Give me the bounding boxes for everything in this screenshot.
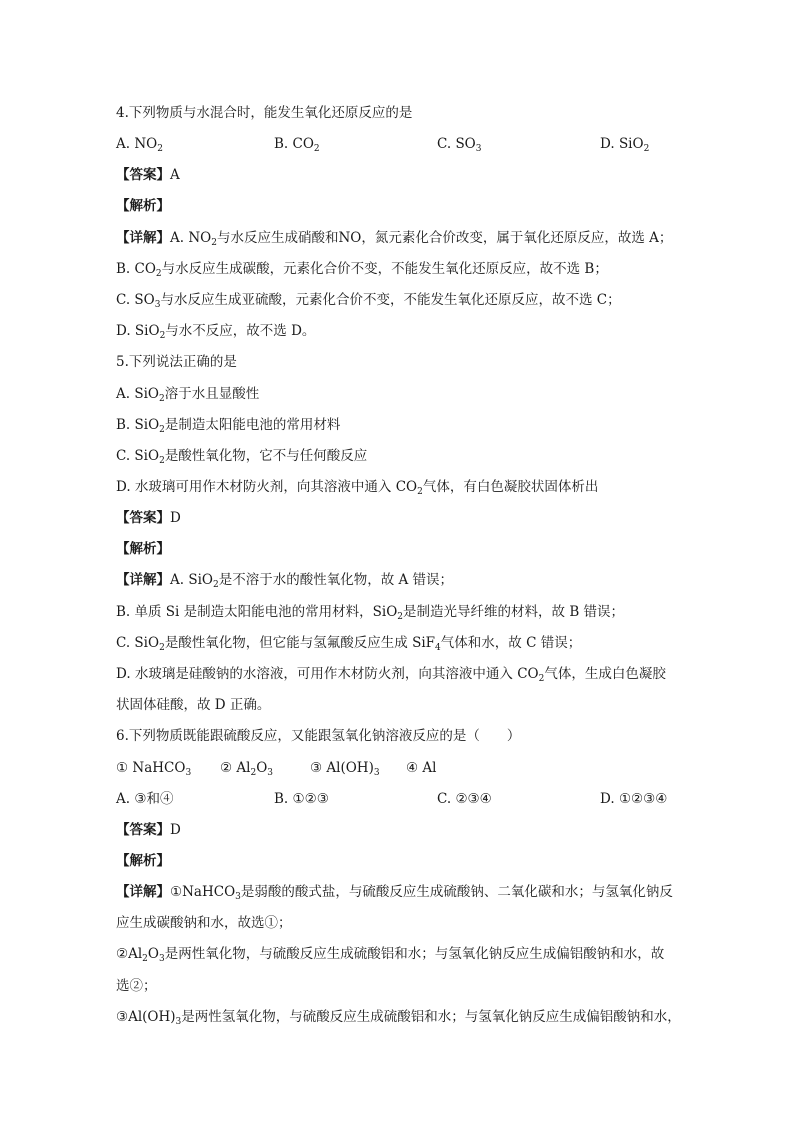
q6-item-1: ① NaHCO$_3$	[116, 760, 192, 778]
q4-option-b: B. $CO_2$	[274, 136, 320, 154]
q6-detail-3: $③Al(OH)_3$是两性氢氧化物，与硫酸反应生成硫酸铝和水；与氢氧化钠反应生成偏铝酸钠和水，	[116, 1009, 681, 1027]
q5-detail-b: B. 单质 Si 是制造太阳能电池的常用材料，SiO$_2$是制造光导纤维的材料，故 B 错误；	[116, 604, 625, 622]
q5-detail-a: 【详解】A. SiO$_2$是不溶于水的酸性氧化物，故 A 错误；	[116, 572, 454, 590]
q5-answer: 【答案】D	[116, 510, 181, 526]
q5-option-a: A. SiO$_2$溶于水且显酸性	[116, 386, 260, 404]
q6-detail-2-cont: 选②；	[116, 978, 157, 994]
q4-option-a: A. $NO_2$	[116, 136, 163, 154]
q4-detail-b: B. $CO_2$与水反应生成碳酸，元素化合价不变，不能发生氧化还原反应，故不选 B；	[116, 261, 608, 279]
q6-detail-1: 【详解】①NaHCO$_3$是弱酸的酸式盐，与硫酸反应生成硫酸钠、二氧化碳和水；与氢氧化钠反	[116, 884, 673, 902]
q6-option-c: C. ②③④	[437, 791, 492, 807]
q4-option-c: C. $SO_3$	[437, 136, 482, 154]
q5-option-b: B. SiO$_2$是制造太阳能电池的常用材料	[116, 417, 341, 435]
q5-detail-c: C. SiO$_2$是酸性氧化物，但它能与氢氟酸反应生成 SiF$_4$气体和水，故 C 错误；	[116, 635, 582, 653]
q6-detail-1-cont: 应生成碳酸钠和水，故选①；	[116, 915, 292, 931]
q6-option-b: B. ①②③	[274, 791, 329, 807]
q4-detail-c: C. $SO_3$与水反应生成亚硫酸，元素化合价不变，不能发生氧化还原反应，故不选 C；	[116, 292, 621, 310]
q5-detail-d-cont: 状固体硅酸，故 D 正确。	[116, 697, 271, 713]
q4-analysis-tag: 【解析】	[116, 198, 170, 214]
q6-item-4: ④ Al	[406, 760, 437, 776]
q6-detail-2: $②Al_2O_3$是两性氧化物，与硫酸反应生成硫酸铝和水；与氢氧化钠反应生成偏铝酸钠和水，故	[116, 946, 665, 964]
q4-detail-a: 【详解】A. $NO_2$与水反应生成硝酸和NO，氮元素化合价改变，属于氧化还原反应，故选 A；	[116, 230, 673, 248]
q6-answer: 【答案】D	[116, 822, 181, 838]
q5-detail-d: D. 水玻璃是硅酸钠的水溶液，可用作木材防火剂，向其溶液中通入 $CO_2$气体，生成白色凝胶	[116, 666, 666, 684]
q4-detail-d: D. SiO$_2$与水不反应，故不选 D。	[116, 323, 316, 341]
q5-option-c: C. SiO$_2$是酸性氧化物，它不与任何酸反应	[116, 448, 368, 466]
q6-item-2: ② $Al_2O_3$	[220, 760, 274, 778]
q6-stem: 6.下列物质既能跟硫酸反应，又能跟氢氧化钠溶液反应的是（ ）	[116, 728, 521, 744]
q5-analysis-tag: 【解析】	[116, 541, 170, 557]
q6-option-d: D. ①②③④	[600, 791, 668, 807]
q5-stem: 5.下列说法正确的是	[116, 354, 237, 370]
q5-option-d: D. 水玻璃可用作木材防火剂，向其溶液中通入 $CO_2$气体，有白色凝胶状固体析出	[116, 479, 599, 497]
q4-stem: 4.下列物质与水混合时，能发生氧化还原反应的是	[116, 105, 413, 121]
q4-option-d: D. SiO$_2$	[600, 136, 650, 154]
q6-analysis-tag: 【解析】	[116, 853, 170, 869]
q6-option-a: A. ③和④	[116, 791, 174, 807]
q6-item-3: ③ $Al(OH)_3$	[310, 760, 380, 778]
q4-answer: 【答案】A	[116, 167, 180, 183]
